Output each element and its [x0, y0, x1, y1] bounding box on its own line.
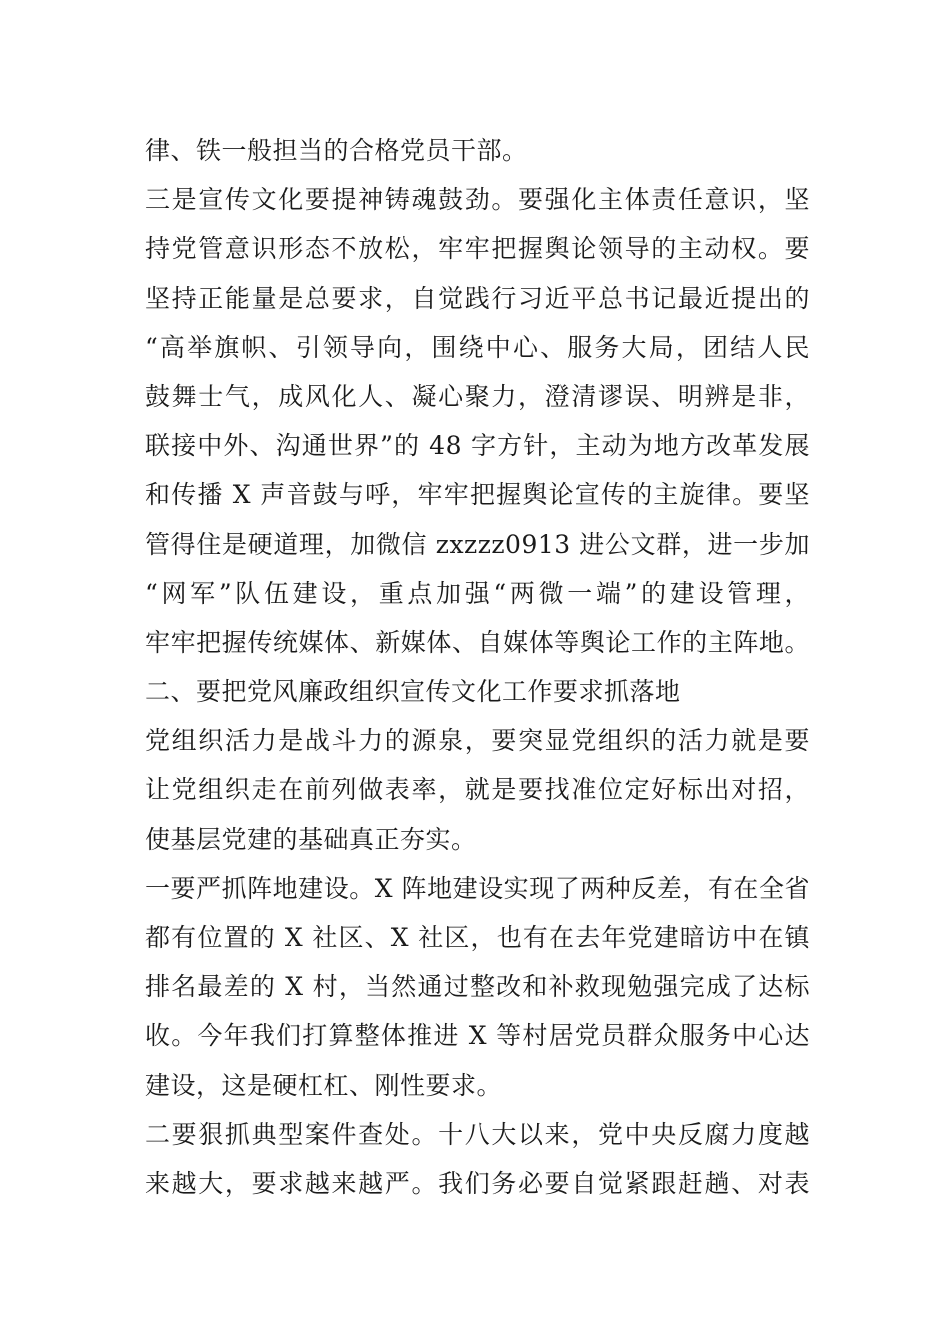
text-line: 收。今年我们打算整体推进 X 等村居党员群众服务中心达 — [145, 1021, 810, 1051]
text-line: “网军”队伍建设，重点加强“两微一端”的建设管理， — [145, 578, 810, 608]
text-line: 和传播 X 声音鼓与呼，牢牢把握舆论宣传的主旋律。要坚 — [145, 480, 810, 510]
text-line: 都有位置的 X 社区、X 社区，也有在去年党建暗访中在镇 — [145, 923, 810, 952]
text-line: 牢牢把握传统媒体、新媒体、自媒体等舆论工作的主阵地。 — [145, 627, 810, 657]
text-line: 一要严抓阵地建设。X 阵地建设实现了两种反差，有在全省 — [145, 873, 810, 903]
text-line: 三是宣传文化要提神铸魂鼓劲。要强化主体责任意识，坚 — [145, 185, 810, 215]
text-line: 坚持正能量是总要求，自觉践行习近平总书记最近提出的 — [145, 283, 810, 313]
text-line: 排名最差的 X 村，当然通过整改和补救现勉强完成了达标 — [145, 972, 810, 1002]
text-line: 来越大，要求越来越严。我们务必要自觉紧跟赶趟、对表 — [145, 1168, 810, 1198]
text-line: 二、要把党风廉政组织宣传文化工作要求抓落地 — [145, 677, 681, 707]
text-line: 建设，这是硬杠杠、刚性要求。 — [145, 1070, 503, 1100]
text-line: 让党组织走在前列做表率，就是要找准位定好标出对招， — [145, 775, 810, 805]
text-line: 联接中外、沟通世界”的 48 字方针，主动为地方改革发展 — [145, 431, 810, 461]
text-line: 二要狠抓典型案件查处。十八大以来，党中央反腐力度越 — [145, 1119, 810, 1149]
text-line: 持党管意识形态不放松，牢牢把握舆论领导的主动权。要 — [145, 234, 810, 264]
text-line: 使基层党建的基础真正夯实。 — [145, 824, 477, 854]
text-line: 律、铁一般担当的合格党员干部。 — [145, 136, 528, 165]
text-line: 管得住是硬道理，加微信 zxzzz0913 进公文群，进一步加 — [145, 529, 810, 559]
document-body — [145, 126, 810, 1208]
text-line: “高举旗帜、引领导向，围绕中心、服务大局，团结人民 — [145, 332, 810, 362]
text-line: 鼓舞士气，成风化人、凝心聚力，澄清谬误、明辨是非， — [145, 381, 810, 411]
text-line: 党组织活力是战斗力的源泉，要突显党组织的活力就是要 — [145, 726, 810, 756]
